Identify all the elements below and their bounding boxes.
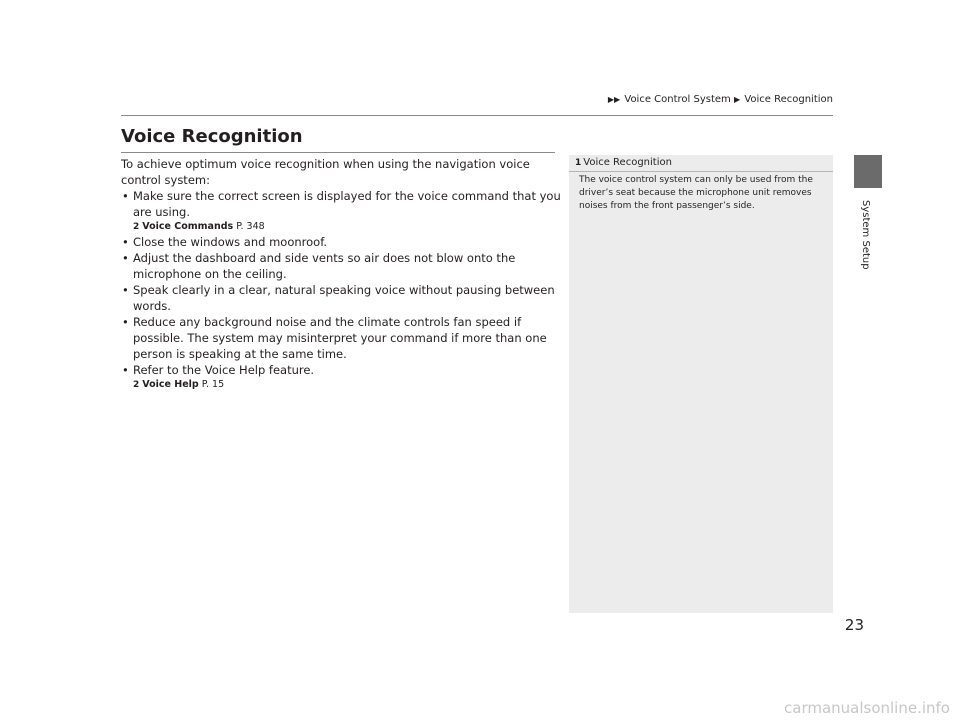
breadcrumb (608, 94, 833, 105)
breadcrumb-current: Voice Recognition (744, 94, 833, 105)
bullet-text: Close the windows and moonroof. (133, 235, 328, 249)
bullet-text: Adjust the dashboard and side vents so air does not blow onto the microphone on the ceiling. (133, 251, 516, 281)
side-note-body: The voice control system can only be used from the driver’s seat because the microphone unit removes noises from the front passenger’s side. (579, 175, 813, 211)
bullet-item (121, 234, 561, 250)
section-tab-marker (854, 155, 882, 188)
bullet-item (121, 250, 561, 282)
side-note-divider (569, 171, 833, 172)
page-number: 23 (844, 616, 864, 634)
bullet-text: Refer to the Voice Help feature. (133, 363, 315, 377)
side-note-title (575, 157, 672, 168)
arrow-icon: ▶ (733, 95, 741, 104)
note-number-icon: 1 (575, 158, 582, 168)
page-title: Voice Recognition (121, 126, 303, 147)
cross-reference-voice-commands[interactable] (121, 220, 561, 234)
bullet-icon: • (122, 363, 129, 377)
double-arrow-icon: ▶▶ (607, 95, 621, 104)
bullet-text: Make sure the correct screen is displayed for the voice command that you are using. (133, 189, 561, 219)
bullet-icon: • (122, 251, 129, 265)
bullet-icon: • (122, 235, 129, 249)
cross-reference-voice-help[interactable] (121, 378, 561, 392)
bullet-text: Reduce any background noise and the climate controls fan speed if possible. The system may misinterpret your command if more than one person is speaking at the same time. (133, 315, 547, 361)
intro-paragraph: To achieve optimum voice recognition when using the navigation voice control system: (121, 157, 530, 187)
reference-page: P. 15 (201, 379, 225, 390)
bullet-icon: • (122, 315, 129, 329)
title-divider (121, 152, 555, 153)
section-tab-label: System Setup (860, 200, 871, 270)
header-divider (121, 115, 833, 116)
bullet-item (121, 362, 561, 378)
main-content (121, 156, 561, 392)
bullet-item (121, 282, 561, 314)
bullet-icon: • (122, 283, 129, 297)
reference-label[interactable]: Voice Commands (142, 221, 234, 232)
reference-icon: 2 (133, 380, 140, 390)
reference-page: P. 348 (236, 221, 265, 232)
side-note-panel (569, 155, 833, 613)
bullet-icon: • (122, 189, 129, 203)
side-note-title-text: Voice Recognition (583, 157, 672, 168)
breadcrumb-parent[interactable]: Voice Control System (624, 94, 731, 105)
reference-icon: 2 (133, 222, 140, 232)
bullet-item (121, 188, 561, 220)
watermark: carmanualsonline.info (784, 699, 950, 717)
bullet-text: Speak clearly in a clear, natural speaking voice without pausing between words. (133, 283, 555, 313)
reference-label[interactable]: Voice Help (142, 379, 199, 390)
bullet-item (121, 314, 561, 362)
